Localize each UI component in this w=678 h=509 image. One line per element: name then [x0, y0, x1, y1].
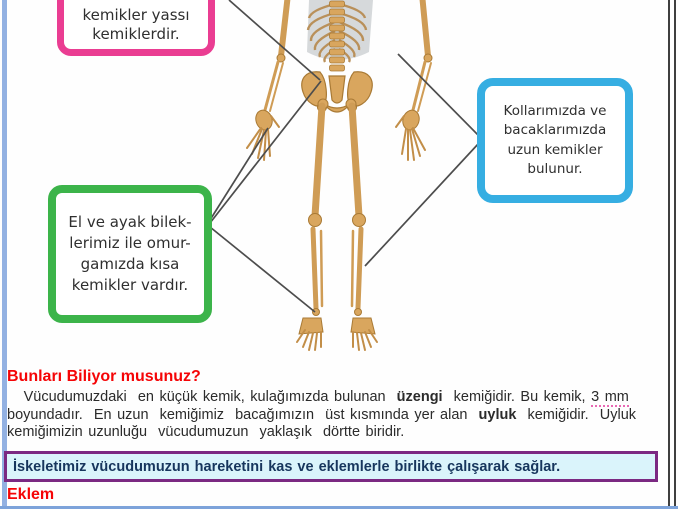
- spine: [330, 1, 345, 71]
- did-you-know-paragraph: [7, 389, 663, 442]
- hands: [247, 108, 425, 160]
- callout-text-line: lerimiz ile omur-: [69, 234, 191, 252]
- callout-text-line: kemikler vardır.: [71, 276, 189, 294]
- bold-term-uzengi: üzengi: [396, 389, 443, 405]
- skeleton-illustration: [225, 0, 450, 358]
- paragraph-text: Vücudumuzdaki en küçük kemik, kulağımızda bulunan: [7, 389, 397, 405]
- callout-short-bones: [48, 185, 212, 323]
- callout-text-line: kemiklerdir.: [92, 25, 180, 43]
- skeleton-summary-banner: [4, 451, 658, 482]
- connector-short-to-spine: [210, 81, 321, 223]
- connector-long-to-forearm: [398, 54, 479, 136]
- joint-section-heading: Eklem: [7, 486, 55, 503]
- callout-text-line: gamızda kısa: [80, 255, 180, 273]
- feet: [297, 318, 377, 350]
- callout-long-bones: [477, 78, 633, 203]
- callout-text-line: bacaklarımızda: [503, 122, 607, 138]
- banner-text: İskeletimiz vücudumuzun hareketini kas ve eklemlerle birlikte çalışarak sağlar.: [13, 458, 561, 475]
- ribcage-shape: [307, 0, 373, 60]
- callout-text-line: bulunur.: [527, 161, 583, 177]
- connector-long-to-shin: [365, 143, 479, 266]
- arms: [265, 0, 432, 111]
- paragraph-line: [7, 407, 663, 425]
- callout-text-line: El ve ayak bilek-: [68, 213, 192, 231]
- connector-short-to-ankle: [210, 227, 315, 312]
- page-right-border: [668, 0, 676, 509]
- bold-term-uyluk: uyluk: [478, 406, 517, 423]
- connector-short-to-wrist: [210, 128, 268, 220]
- callout-text-line: kemikler yassı: [82, 6, 190, 24]
- connector-flat-to-pelvis: [229, 0, 320, 80]
- paragraph-text: boyundadır. En uzun kemiğimiz bacağımızın üst kısmında yer alan: [7, 406, 479, 423]
- legs: [309, 99, 366, 316]
- pelvis: [302, 72, 372, 112]
- callout-text-line: Kollarımızda ve: [503, 102, 607, 119]
- callout-flat-bones: [57, 0, 215, 56]
- paragraph-text: kemiğidir. Uyluk: [516, 406, 637, 423]
- paragraph-text: kemiğidir. Bu kemik,: [442, 389, 592, 405]
- callout-text-line: uzun kemikler: [507, 141, 603, 158]
- paragraph-line: [7, 389, 663, 407]
- paragraph-text: kemiğimizin uzunluğu vücudumuzun yaklaşık dörtte biridir.: [7, 424, 405, 440]
- did-you-know-heading: Bunları Biliyor musunuz?: [7, 368, 201, 385]
- spellcheck-underline-text: 3 mm: [591, 389, 629, 405]
- ribs: [308, 4, 366, 62]
- paragraph-line: [7, 424, 663, 442]
